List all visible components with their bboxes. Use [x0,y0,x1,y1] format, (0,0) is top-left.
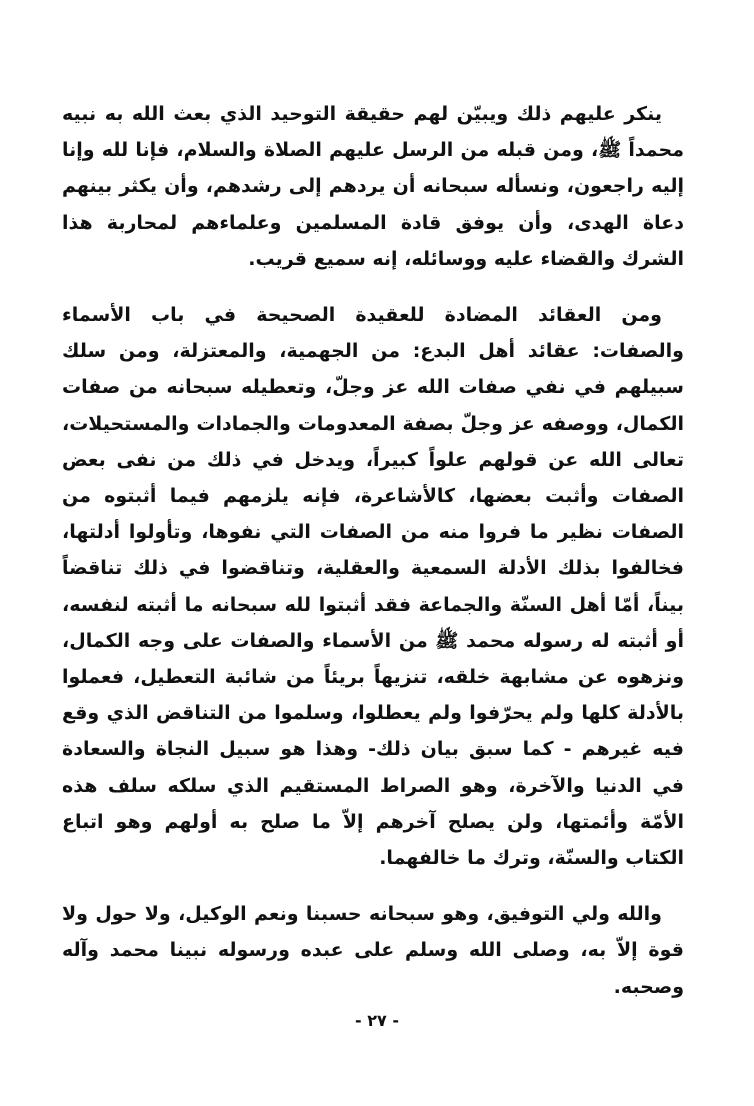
paragraph-1: ينكر عليهم ذلك ويبيّن لهم حقيقة التوحيد الذي بعث الله به نبيه محمداً ﷺ، ومن قبله من الرسل عليهم الصلاة والسلام، فإنا لله وإنا إليه راجعون، ونسأله سبحانه أن يردهم إلى رشدهم، وأن يكثر بينهم دعاة الهدى، وأن يوفق قادة المسلمين وعلماءهم لمحاربة هذا الشرك والقضاء عليه ووسائله، إنه سميع قريب. [62,103,684,270]
body-text [62,96,684,1005]
paragraph-2: ومن العقائد المضادة للعقيدة الصحيحة في باب الأسماء والصفات: عقائد أهل البدع: من الجهمية، والمعتزلة، ومن سلك سبيلهم في نفي صفات الله عز وجلّ، وتعطيله سبحانه من صفات الكمال، ووصفه عز وجلّ بصفة المعدومات والجمادات والمستحيلات، تعالى الله عن قولهم علواً كبيراً، ويدخل في ذلك من نفى بعض الصفات وأثبت بعضها، كالأشاعرة، فإنه يلزمهم فيما أثبتوه من الصفات نظير ما فروا منه من الصفات التي نفوها، وتأولوا أدلتها، فخالفوا بذلك الأدلة السمعية والعقلية، وتناقضوا في ذلك تناقضاً بيناً، أمّا أهل السنّة والجماعة فقد أثبتوا لله سبحانه ما أثبته لنفسه، أو أثبته له رسوله محمد ﷺ من الأسماء والصفات على وجه الكمال، ونزهوه عن مشابهة خلقه، تنزيهاً بريئاً من شائبة التعطيل، فعملوا بالأدلة كلها ولم يحرّفوا ولم يعطلوا، وسلموا من التناقض الذي وقع فيه غيرهم - كما سبق بيان ذلك- وهذا هو سبيل النجاة والسعادة في الدنيا والآخرة، وهو الصراط المستقيم الذي سلكه سلف هذه الأمّة وأئمتها، ولن يصلح آخرهم إلاّ ما صلح به أولهم وهو اتباع الكتاب والسنّة، وترك ما خالفهما. [62,304,684,870]
page-number: - ٢٧ - [355,1011,399,1030]
paragraph-3: والله ولي التوفيق، وهو سبحانه حسبنا ونعم الوكيل، ولا حول ولا قوة إلاّ به، وصلى الله وسلم على عبده ورسوله نبينا محمد وآله وصحبه. [62,903,684,998]
